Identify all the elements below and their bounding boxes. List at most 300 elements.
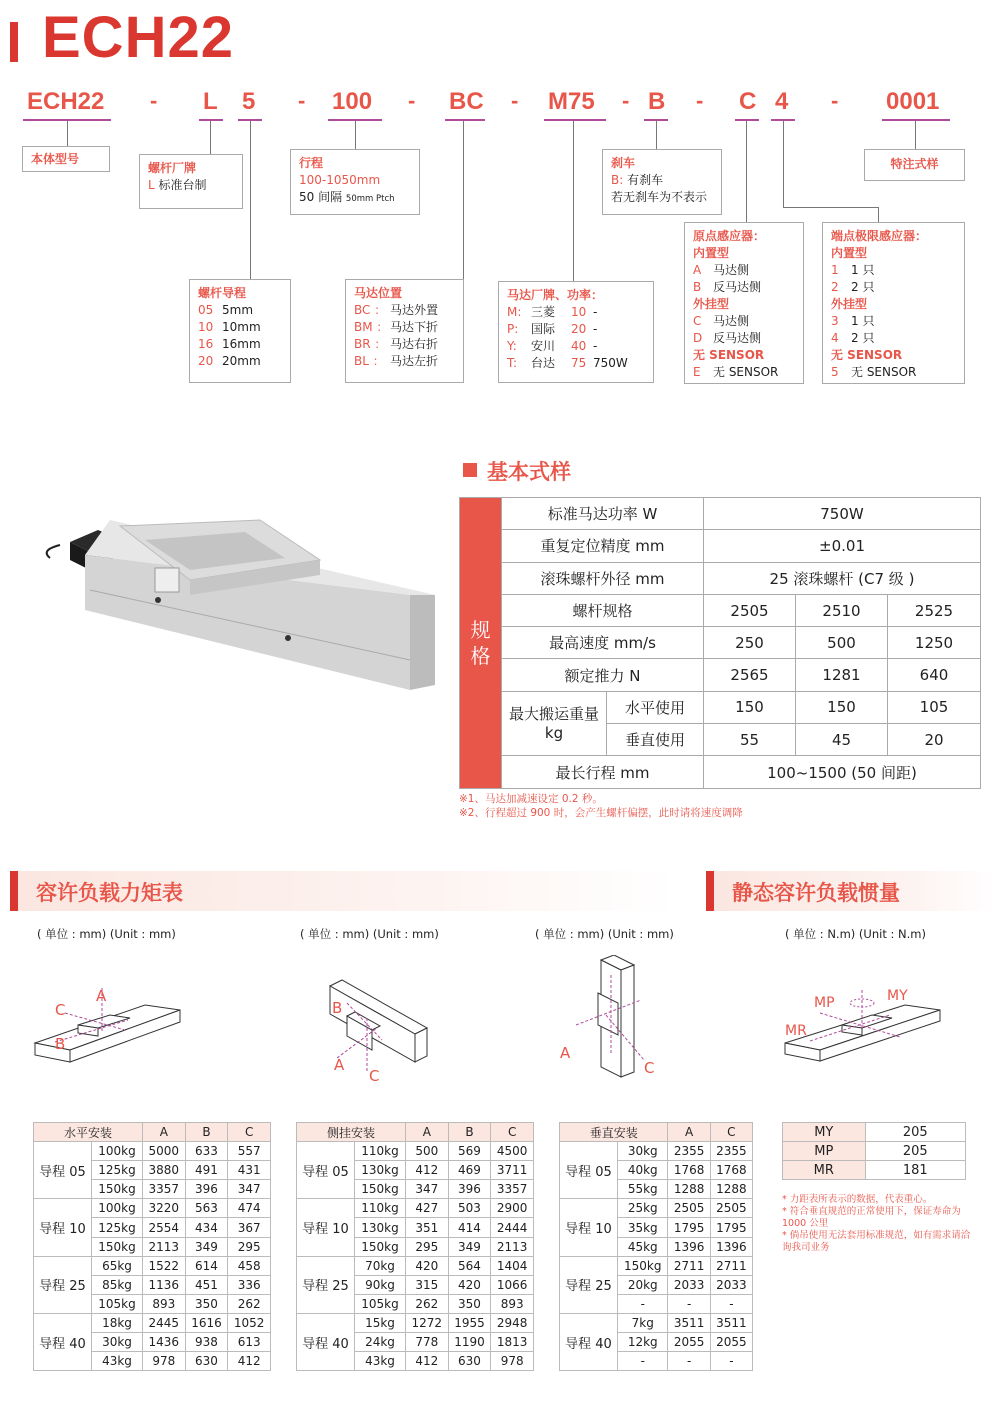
spec-label: 额定推力 N (502, 659, 704, 691)
box-title: 原点感应器： (693, 229, 766, 243)
spec-label: 滚珠螺杆外径 mm (502, 562, 704, 594)
diagram-vertical (556, 955, 666, 1080)
table-cell: 150kg (355, 1180, 406, 1199)
spec-value: 2505 (704, 594, 796, 626)
option-key: L (148, 178, 155, 192)
option-row (198, 302, 282, 319)
option-key: 2 (831, 280, 839, 294)
option-row (693, 364, 795, 381)
spec-value: 150 (796, 691, 888, 723)
option-key: Y: (507, 339, 517, 353)
table-header: MY (783, 1123, 866, 1142)
option-power-code: 75 (571, 356, 587, 370)
spec-value: 45 (796, 724, 888, 756)
option-row (831, 313, 956, 330)
option-value: 马达右折 (390, 337, 439, 351)
code-dash: - (150, 88, 158, 113)
table-cell: 295 (228, 1237, 271, 1256)
table-row (34, 1256, 271, 1275)
option-value: 16mm (222, 337, 261, 351)
option-key: 1 (831, 263, 839, 277)
product-image (30, 500, 440, 710)
table-header: C (491, 1123, 534, 1142)
stroke-pitch: 50mm Ptch (345, 194, 395, 204)
table-cell: 100kg (92, 1142, 143, 1161)
table-cell: 24kg (355, 1333, 406, 1352)
code-part: C (739, 88, 757, 115)
table-cell: 351 (405, 1218, 448, 1237)
table-cell: 12kg (618, 1333, 668, 1352)
spec-value: 105 (888, 691, 981, 723)
table-cell: 491 (185, 1161, 228, 1180)
spec-label: 水平使用 (607, 691, 704, 723)
code-dash: - (511, 88, 519, 113)
table-cell: 557 (228, 1142, 271, 1161)
option-power-code: 20 (571, 322, 587, 336)
table-cell: 412 (405, 1352, 448, 1371)
table-cell: 2445 (142, 1313, 185, 1332)
option-row (198, 319, 282, 336)
table-cell: 40kg (618, 1161, 668, 1180)
table-cell: 2033 (710, 1275, 752, 1294)
table-cell: 633 (185, 1142, 228, 1161)
spec-value: 2565 (704, 659, 796, 691)
connector (656, 121, 657, 149)
table-row (34, 1313, 271, 1332)
table-cell: 630 (448, 1352, 491, 1371)
table-cell: 3357 (142, 1180, 185, 1199)
option-value: 马达外置 (390, 303, 439, 317)
table-cell: 978 (142, 1352, 185, 1371)
table-cell: 563 (185, 1199, 228, 1218)
table-cell: 2113 (142, 1237, 185, 1256)
option-value: 马达左折 (390, 354, 439, 368)
unit-label: ( 单位 : mm) (Unit : mm) (535, 927, 674, 941)
table-cell: 130kg (355, 1218, 406, 1237)
code-underline (882, 119, 950, 121)
table-header: MR (783, 1161, 866, 1180)
table-row (297, 1199, 534, 1218)
table-row (34, 1199, 271, 1218)
table-cell: 2055 (710, 1333, 752, 1352)
connector (783, 121, 784, 207)
box-subtitle: 内置型 (831, 246, 868, 260)
spec-value: ±0.01 (704, 530, 981, 562)
diagram-label: MR (785, 1023, 807, 1039)
table-cell: 893 (142, 1294, 185, 1313)
table-cell: 3711 (491, 1161, 534, 1180)
code-dash: - (298, 88, 306, 113)
option-key: P: (507, 322, 519, 336)
page-title: ECH22 (42, 5, 234, 70)
table-cell: 1436 (142, 1333, 185, 1352)
option-row (198, 353, 282, 370)
box-subtitle: 无 SENSOR (693, 348, 765, 362)
basic-spec-table (459, 497, 981, 789)
box-body-model (22, 146, 110, 172)
table-cell: 1396 (668, 1237, 710, 1256)
table-cell: - (668, 1352, 710, 1371)
table-cell: 55kg (618, 1180, 668, 1199)
diagram-label: B (55, 1035, 66, 1053)
table-cell: 45kg (618, 1237, 668, 1256)
table-cell: 110kg (355, 1199, 406, 1218)
diagram-inertia (780, 985, 950, 1070)
diagram-label: MY (887, 988, 908, 1004)
option-power-code: 10 (571, 305, 587, 319)
diagram-label: A (560, 1044, 571, 1062)
table-cell: 396 (185, 1180, 228, 1199)
table-side (296, 1122, 534, 1371)
table-cell: 396 (448, 1180, 491, 1199)
table-cell: 105kg (92, 1294, 143, 1313)
lead-group: 导程 25 (560, 1256, 618, 1313)
spec-label: 重复定位精度 mm (502, 530, 704, 562)
table-row (783, 1161, 966, 1180)
table-cell: 614 (185, 1256, 228, 1275)
code-underline (735, 119, 759, 121)
table-cell: 2900 (491, 1199, 534, 1218)
table-cell: 2355 (668, 1142, 710, 1161)
box-title: 马达厂牌、功率： (507, 288, 604, 302)
table-cell: 469 (448, 1161, 491, 1180)
table-horizontal (33, 1122, 271, 1371)
stroke-range: 100-1050mm (299, 173, 381, 187)
option-value: 无 SENSOR (851, 365, 917, 379)
table-cell: 336 (228, 1275, 271, 1294)
spec-value: 1250 (888, 627, 981, 659)
option-key: 4 (831, 331, 839, 345)
lead-group: 导程 10 (560, 1199, 618, 1256)
box-title: 行程 (299, 156, 324, 170)
code-part: L (203, 88, 218, 115)
spec-value: 250 (704, 627, 796, 659)
table-cell: 349 (448, 1237, 491, 1256)
table-header: B (185, 1123, 228, 1142)
table-cell: 2113 (491, 1237, 534, 1256)
lead-group: 导程 05 (297, 1142, 355, 1199)
code-dash: - (622, 88, 630, 113)
band-accent (706, 871, 714, 911)
option-row (693, 262, 795, 279)
option-key: BC ： (354, 303, 387, 317)
brake-note: 若无刹车为不表示 (611, 190, 708, 204)
connector (915, 121, 916, 149)
box-subtitle: 外挂型 (693, 297, 730, 311)
table-cell: 315 (405, 1275, 448, 1294)
table-row (34, 1142, 271, 1161)
table-cell: 474 (228, 1199, 271, 1218)
table-cell: 1795 (668, 1218, 710, 1237)
box-title: 刹车 (611, 156, 636, 170)
table-cell: 1190 (448, 1333, 491, 1352)
spec-value: 750W (704, 498, 981, 530)
option-key: A (693, 263, 702, 277)
box-subtitle: 无 SENSOR (831, 348, 903, 362)
option-key: 05 (198, 303, 214, 317)
diagram-label: C (644, 1059, 655, 1077)
note: ※2、行程超过 900 时，会产生螺杆偏摆，此时请将速度调降 (459, 807, 743, 819)
table-cell: 43kg (355, 1352, 406, 1371)
box-title: 端点极限感应器： (831, 229, 928, 243)
spec-notes (459, 792, 743, 820)
table-cell: 2033 (668, 1275, 710, 1294)
table-cell: 1768 (710, 1161, 752, 1180)
unit-label: ( 单位 : mm) (Unit : mm) (300, 927, 439, 941)
table-cell: - (618, 1352, 668, 1371)
option-power-code: 40 (571, 339, 587, 353)
table-cell: 1288 (710, 1180, 752, 1199)
option-key: BL ： (354, 354, 385, 368)
box-motor-brand (498, 281, 654, 383)
stroke-interval: 50 间隔 (299, 190, 343, 204)
lead-group: 导程 40 (560, 1313, 618, 1370)
code-underline (445, 119, 485, 121)
box-stroke (290, 149, 420, 215)
option-value: 马达侧 (713, 314, 750, 328)
table-cell: 105kg (355, 1294, 406, 1313)
option-row (693, 279, 795, 296)
table-header: MP (783, 1142, 866, 1161)
code-dash: - (408, 88, 416, 113)
moment-heading: 容许负载力矩表 (36, 881, 183, 905)
table-cell: 1404 (491, 1256, 534, 1275)
box-limit-sensor (822, 222, 965, 384)
table-cell: 3880 (142, 1161, 185, 1180)
table-cell: 367 (228, 1218, 271, 1237)
table-cell: 25kg (618, 1199, 668, 1218)
connector (210, 121, 211, 154)
code-underline (544, 119, 606, 121)
table-cell: 150kg (92, 1237, 143, 1256)
option-power: 750W (593, 356, 628, 370)
table-header-row (297, 1123, 534, 1142)
table-cell: 1795 (710, 1218, 752, 1237)
box-lead (189, 279, 291, 383)
table-cell: 630 (185, 1352, 228, 1371)
table-inertia (782, 1122, 966, 1180)
option-row (507, 304, 645, 321)
box-origin-sensor (684, 222, 804, 384)
box-brake (602, 149, 722, 215)
box-motor-position (345, 279, 464, 383)
box-title: 本体型号 (31, 152, 80, 166)
table-cell: 30kg (618, 1142, 668, 1161)
option-key: 5 (831, 365, 839, 379)
table-cell: 420 (405, 1256, 448, 1275)
table-cell: 30kg (92, 1333, 143, 1352)
table-cell: - (618, 1294, 668, 1313)
connector (573, 121, 574, 281)
table-cell: 125kg (92, 1218, 143, 1237)
table-cell: 295 (405, 1237, 448, 1256)
table-cell: 35kg (618, 1218, 668, 1237)
spec-value: 640 (888, 659, 981, 691)
unit-label: ( 单位 : mm) (Unit : mm) (37, 927, 176, 941)
option-value: 马达侧 (713, 263, 750, 277)
option-value: 2 只 (851, 280, 875, 294)
table-header: 垂直安装 (560, 1123, 668, 1142)
table-cell: 65kg (92, 1256, 143, 1275)
footnote: * 符合垂直规范的正常使用下，保证寿命为 1000 公里 (782, 1206, 961, 1229)
option-row (831, 262, 956, 279)
table-cell: 150kg (618, 1256, 668, 1275)
table-cell: 1813 (491, 1333, 534, 1352)
option-key: T: (507, 356, 518, 370)
option-key: D (693, 331, 703, 345)
table-cell: 110kg (355, 1142, 406, 1161)
table-cell: 3220 (142, 1199, 185, 1218)
table-cell: 434 (185, 1218, 228, 1237)
table-row (297, 1142, 534, 1161)
spec-value: 55 (704, 724, 796, 756)
table-header: 侧挂安装 (297, 1123, 406, 1142)
table-cell: 2554 (142, 1218, 185, 1237)
diagram-side (322, 978, 437, 1088)
box-title: 螺杆厂牌 (148, 161, 197, 175)
table-vertical (559, 1122, 753, 1371)
table-row (560, 1256, 753, 1275)
table-cell: 1136 (142, 1275, 185, 1294)
table-cell: 205 (865, 1123, 965, 1142)
table-cell: 1616 (185, 1313, 228, 1332)
option-value: 有刹车 (627, 173, 664, 187)
box-special (864, 149, 965, 181)
connector (67, 121, 68, 146)
table-row (560, 1199, 753, 1218)
table-cell: 414 (448, 1218, 491, 1237)
code-part: 4 (775, 88, 789, 115)
table-cell: 978 (491, 1352, 534, 1371)
table-cell: 43kg (92, 1352, 143, 1371)
box-subtitle: 内置型 (693, 246, 730, 260)
table-cell: 503 (448, 1199, 491, 1218)
table-cell: 347 (405, 1180, 448, 1199)
table-cell: 2444 (491, 1218, 534, 1237)
spec-value: 1281 (796, 659, 888, 691)
option-row (354, 353, 455, 370)
spec-value: 25 滚珠螺杆 (C7 级 ) (704, 562, 981, 594)
box-screw-brand (139, 154, 243, 209)
option-key: C (693, 314, 702, 328)
connector (463, 121, 464, 279)
table-cell: 412 (405, 1161, 448, 1180)
table-cell: 412 (228, 1352, 271, 1371)
section-marker (463, 463, 477, 477)
option-power: - (593, 305, 598, 319)
option-power: - (593, 322, 598, 336)
table-cell: 2948 (491, 1313, 534, 1332)
table-row (783, 1123, 966, 1142)
connector (250, 121, 251, 279)
option-brand: 安川 (531, 339, 556, 353)
basic-spec-heading: 基本式样 (487, 460, 571, 484)
table-header: A (668, 1123, 710, 1142)
diagram-label: C (369, 1067, 380, 1085)
option-value: 1 只 (851, 314, 875, 328)
code-part: 0001 (886, 88, 940, 115)
table-cell: 150kg (355, 1237, 406, 1256)
option-value: 反马达侧 (713, 331, 762, 345)
option-brand: 国际 (531, 322, 556, 336)
code-part: B (648, 88, 666, 115)
option-key: B: (611, 173, 624, 187)
table-cell: 1066 (491, 1275, 534, 1294)
option-key: 16 (198, 337, 214, 351)
box-title: 特注式样 (890, 157, 939, 171)
diagram-label: C (55, 1001, 66, 1019)
title-accent-bar (10, 22, 18, 62)
table-cell: 3511 (710, 1313, 752, 1332)
box-title: 螺杆导程 (198, 286, 247, 300)
lead-group: 导程 10 (297, 1199, 355, 1256)
option-key: E (693, 365, 701, 379)
option-value: 标准台制 (158, 178, 207, 192)
spec-label: 标准马达功率 W (502, 498, 704, 530)
option-key: BR ： (354, 337, 387, 351)
table-cell: 427 (405, 1199, 448, 1218)
diagram-label: B (332, 999, 343, 1017)
code-dash: - (696, 88, 704, 113)
spec-value: 20 (888, 724, 981, 756)
lead-group: 导程 05 (560, 1142, 618, 1199)
connector (355, 121, 356, 149)
code-underline (199, 119, 223, 121)
table-cell: 7kg (618, 1313, 668, 1332)
table-cell: 100kg (92, 1199, 143, 1218)
table-cell: 2355 (710, 1142, 752, 1161)
footnote: * 力距表所表示的数据，代表重心。 (782, 1194, 933, 1205)
table-cell: 181 (865, 1161, 965, 1180)
option-row (354, 302, 455, 319)
spec-label: 螺杆规格 (502, 594, 704, 626)
table-cell: 130kg (355, 1161, 406, 1180)
band-accent (10, 871, 18, 911)
table-cell: 1522 (142, 1256, 185, 1275)
option-brand: 台达 (531, 356, 556, 370)
code-part: M75 (548, 88, 595, 115)
option-key: BM ： (354, 320, 389, 334)
table-header-row (34, 1123, 271, 1142)
option-row (198, 336, 282, 353)
table-cell: 350 (448, 1294, 491, 1313)
diagram-horizontal (30, 980, 190, 1075)
spec-label: 最高速度 mm/s (502, 627, 704, 659)
option-key: B (693, 280, 702, 294)
option-value: 10mm (222, 320, 261, 334)
option-row (693, 330, 795, 347)
table-header: C (710, 1123, 752, 1142)
table-cell: 20kg (618, 1275, 668, 1294)
table-cell: 125kg (92, 1161, 143, 1180)
lead-group: 导程 40 (297, 1313, 355, 1370)
option-value: 马达下折 (390, 320, 439, 334)
connector (878, 207, 879, 223)
option-value: 无 SENSOR (713, 365, 779, 379)
spec-value: 2525 (888, 594, 981, 626)
table-cell: 70kg (355, 1256, 406, 1275)
option-row (507, 321, 645, 338)
code-part: 100 (332, 88, 373, 115)
spec-value: 100~1500 (50 间距) (704, 756, 981, 788)
table-header: A (142, 1123, 185, 1142)
option-value: 2 只 (851, 331, 875, 345)
table-cell: - (710, 1352, 752, 1371)
table-cell: 18kg (92, 1313, 143, 1332)
option-key: M: (507, 305, 522, 319)
option-value: 1 只 (851, 263, 875, 277)
table-cell: 420 (448, 1275, 491, 1294)
